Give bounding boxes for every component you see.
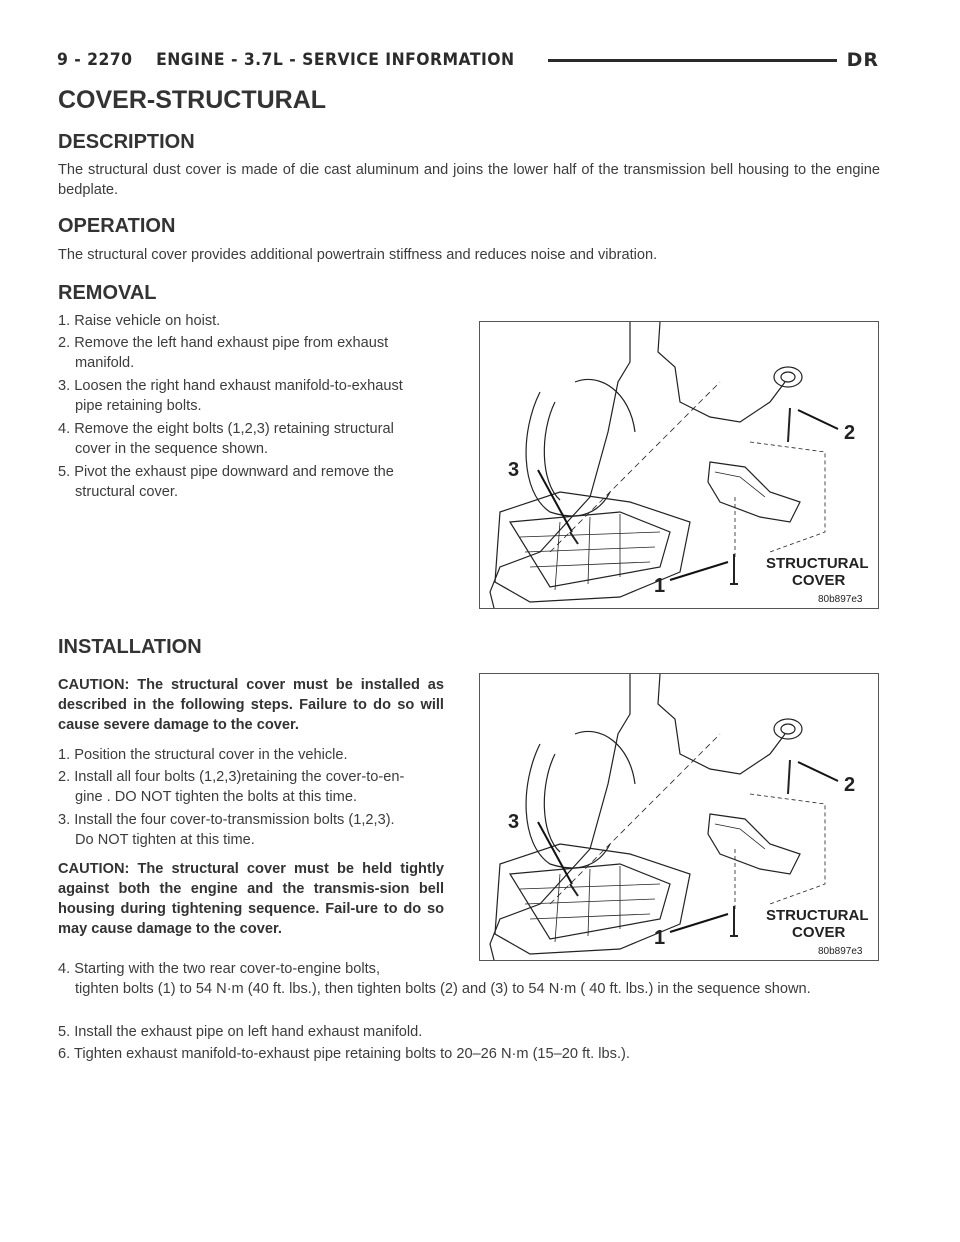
removal-step-text: 5. Pivot the exhaust pipe downward and remove the	[58, 464, 394, 480]
removal-heading: REMOVAL	[58, 282, 157, 304]
page-title: COVER-STRUCTURAL	[58, 86, 327, 114]
callout-3: 3	[508, 811, 520, 833]
header-rule	[548, 59, 836, 62]
removal-step-continuation: pipe retaining bolts.	[75, 398, 202, 414]
figure-label-line2: COVER	[792, 572, 846, 589]
removal-step-1	[58, 311, 444, 331]
removal-step-5	[58, 462, 444, 502]
callout-2: 2	[844, 422, 856, 444]
install-step-text: 4. Starting with the two rear cover-to-engine bolts,	[58, 961, 381, 977]
install-step-5	[58, 1022, 880, 1042]
removal-step-text: 1. Raise vehicle on hoist.	[58, 313, 221, 329]
install-step-continuation: Do NOT tighten at this time.	[75, 832, 255, 848]
removal-figure	[479, 321, 879, 609]
install-step-2	[58, 767, 444, 807]
structural-cover-illustration	[480, 322, 878, 608]
install-step-continuation: gine . DO NOT tighten the bolts at this time.	[75, 789, 358, 805]
install-step-text: 1. Position the structural cover in the vehicle.	[58, 747, 348, 763]
install-step-6	[58, 1044, 880, 1064]
install-step-text: 3. Install the four cover-to-transmission bolts (1,2,3).	[58, 812, 395, 828]
page-header	[57, 46, 879, 74]
removal-step-continuation: manifold.	[75, 355, 135, 371]
removal-step-continuation: cover in the sequence shown.	[75, 441, 269, 457]
structural-cover-illustration	[480, 674, 878, 960]
figure-code: 80b897e3	[818, 946, 863, 957]
callout-3: 3	[508, 459, 520, 481]
figure-code: 80b897e3	[818, 594, 863, 605]
header-section-title: 9 - 2270 ENGINE - 3.7L - SERVICE INFORMATION	[57, 50, 515, 70]
install-step-continuation: tighten bolts (1) to 54 N·m (40 ft. lbs.), then tighten bolts (2) and (3) to 54 N·m ( 40 ft. lbs.) in the sequence shown.	[75, 981, 811, 997]
install-step-3	[58, 810, 444, 850]
operation-text: The structural cover provides additional powertrain stiffness and reduces noise and vibration.	[58, 247, 658, 263]
figure-label-line2: COVER	[792, 924, 846, 941]
removal-step-text: 4. Remove the eight bolts (1,2,3) retaining structural	[58, 421, 394, 437]
description-text: The structural dust cover is made of die cast aluminum and joins the lower half of the transmission bell housing to the engine bedplate.	[58, 162, 880, 198]
installation-figure	[479, 673, 879, 961]
removal-step-text: 2. Remove the left hand exhaust pipe from exhaust	[58, 335, 389, 351]
operation-heading: OPERATION	[58, 215, 176, 237]
install-step-text: 5. Install the exhaust pipe on left hand exhaust manifold.	[58, 1024, 423, 1040]
description-heading: DESCRIPTION	[58, 131, 195, 153]
removal-step-2	[58, 333, 444, 373]
caution-hold-tight: CAUTION: The structural cover must be held tightly against both the engine and the transmis-sion bell housing during tightening sequence. Fail-ure to do so may cause damage to the cover.	[58, 861, 444, 937]
install-step-4	[58, 959, 880, 999]
figure-label-line1: STRUCTURAL	[766, 907, 869, 924]
install-step-text: 2. Install all four bolts (1,2,3)retaining the cover-to-en-	[58, 769, 405, 785]
removal-step-3	[58, 376, 444, 416]
installation-heading: INSTALLATION	[58, 636, 202, 658]
header-model-code: DR	[846, 49, 879, 71]
callout-2: 2	[844, 774, 856, 796]
removal-step-4	[58, 419, 444, 459]
figure-label-line1: STRUCTURAL	[766, 555, 869, 572]
removal-step-text: 3. Loosen the right hand exhaust manifold-to-exhaust	[58, 378, 403, 394]
caution-install-sequence: CAUTION: The structural cover must be installed as described in the following steps. Failure to do so will cause severe damage to the cover.	[58, 677, 444, 733]
install-step-1	[58, 745, 444, 765]
callout-1: 1	[654, 575, 666, 597]
install-step-text: 6. Tighten exhaust manifold-to-exhaust pipe retaining bolts to 20–26 N·m (15–20 ft. lbs.).	[58, 1046, 630, 1062]
callout-1: 1	[654, 927, 666, 949]
removal-step-continuation: structural cover.	[75, 484, 179, 500]
